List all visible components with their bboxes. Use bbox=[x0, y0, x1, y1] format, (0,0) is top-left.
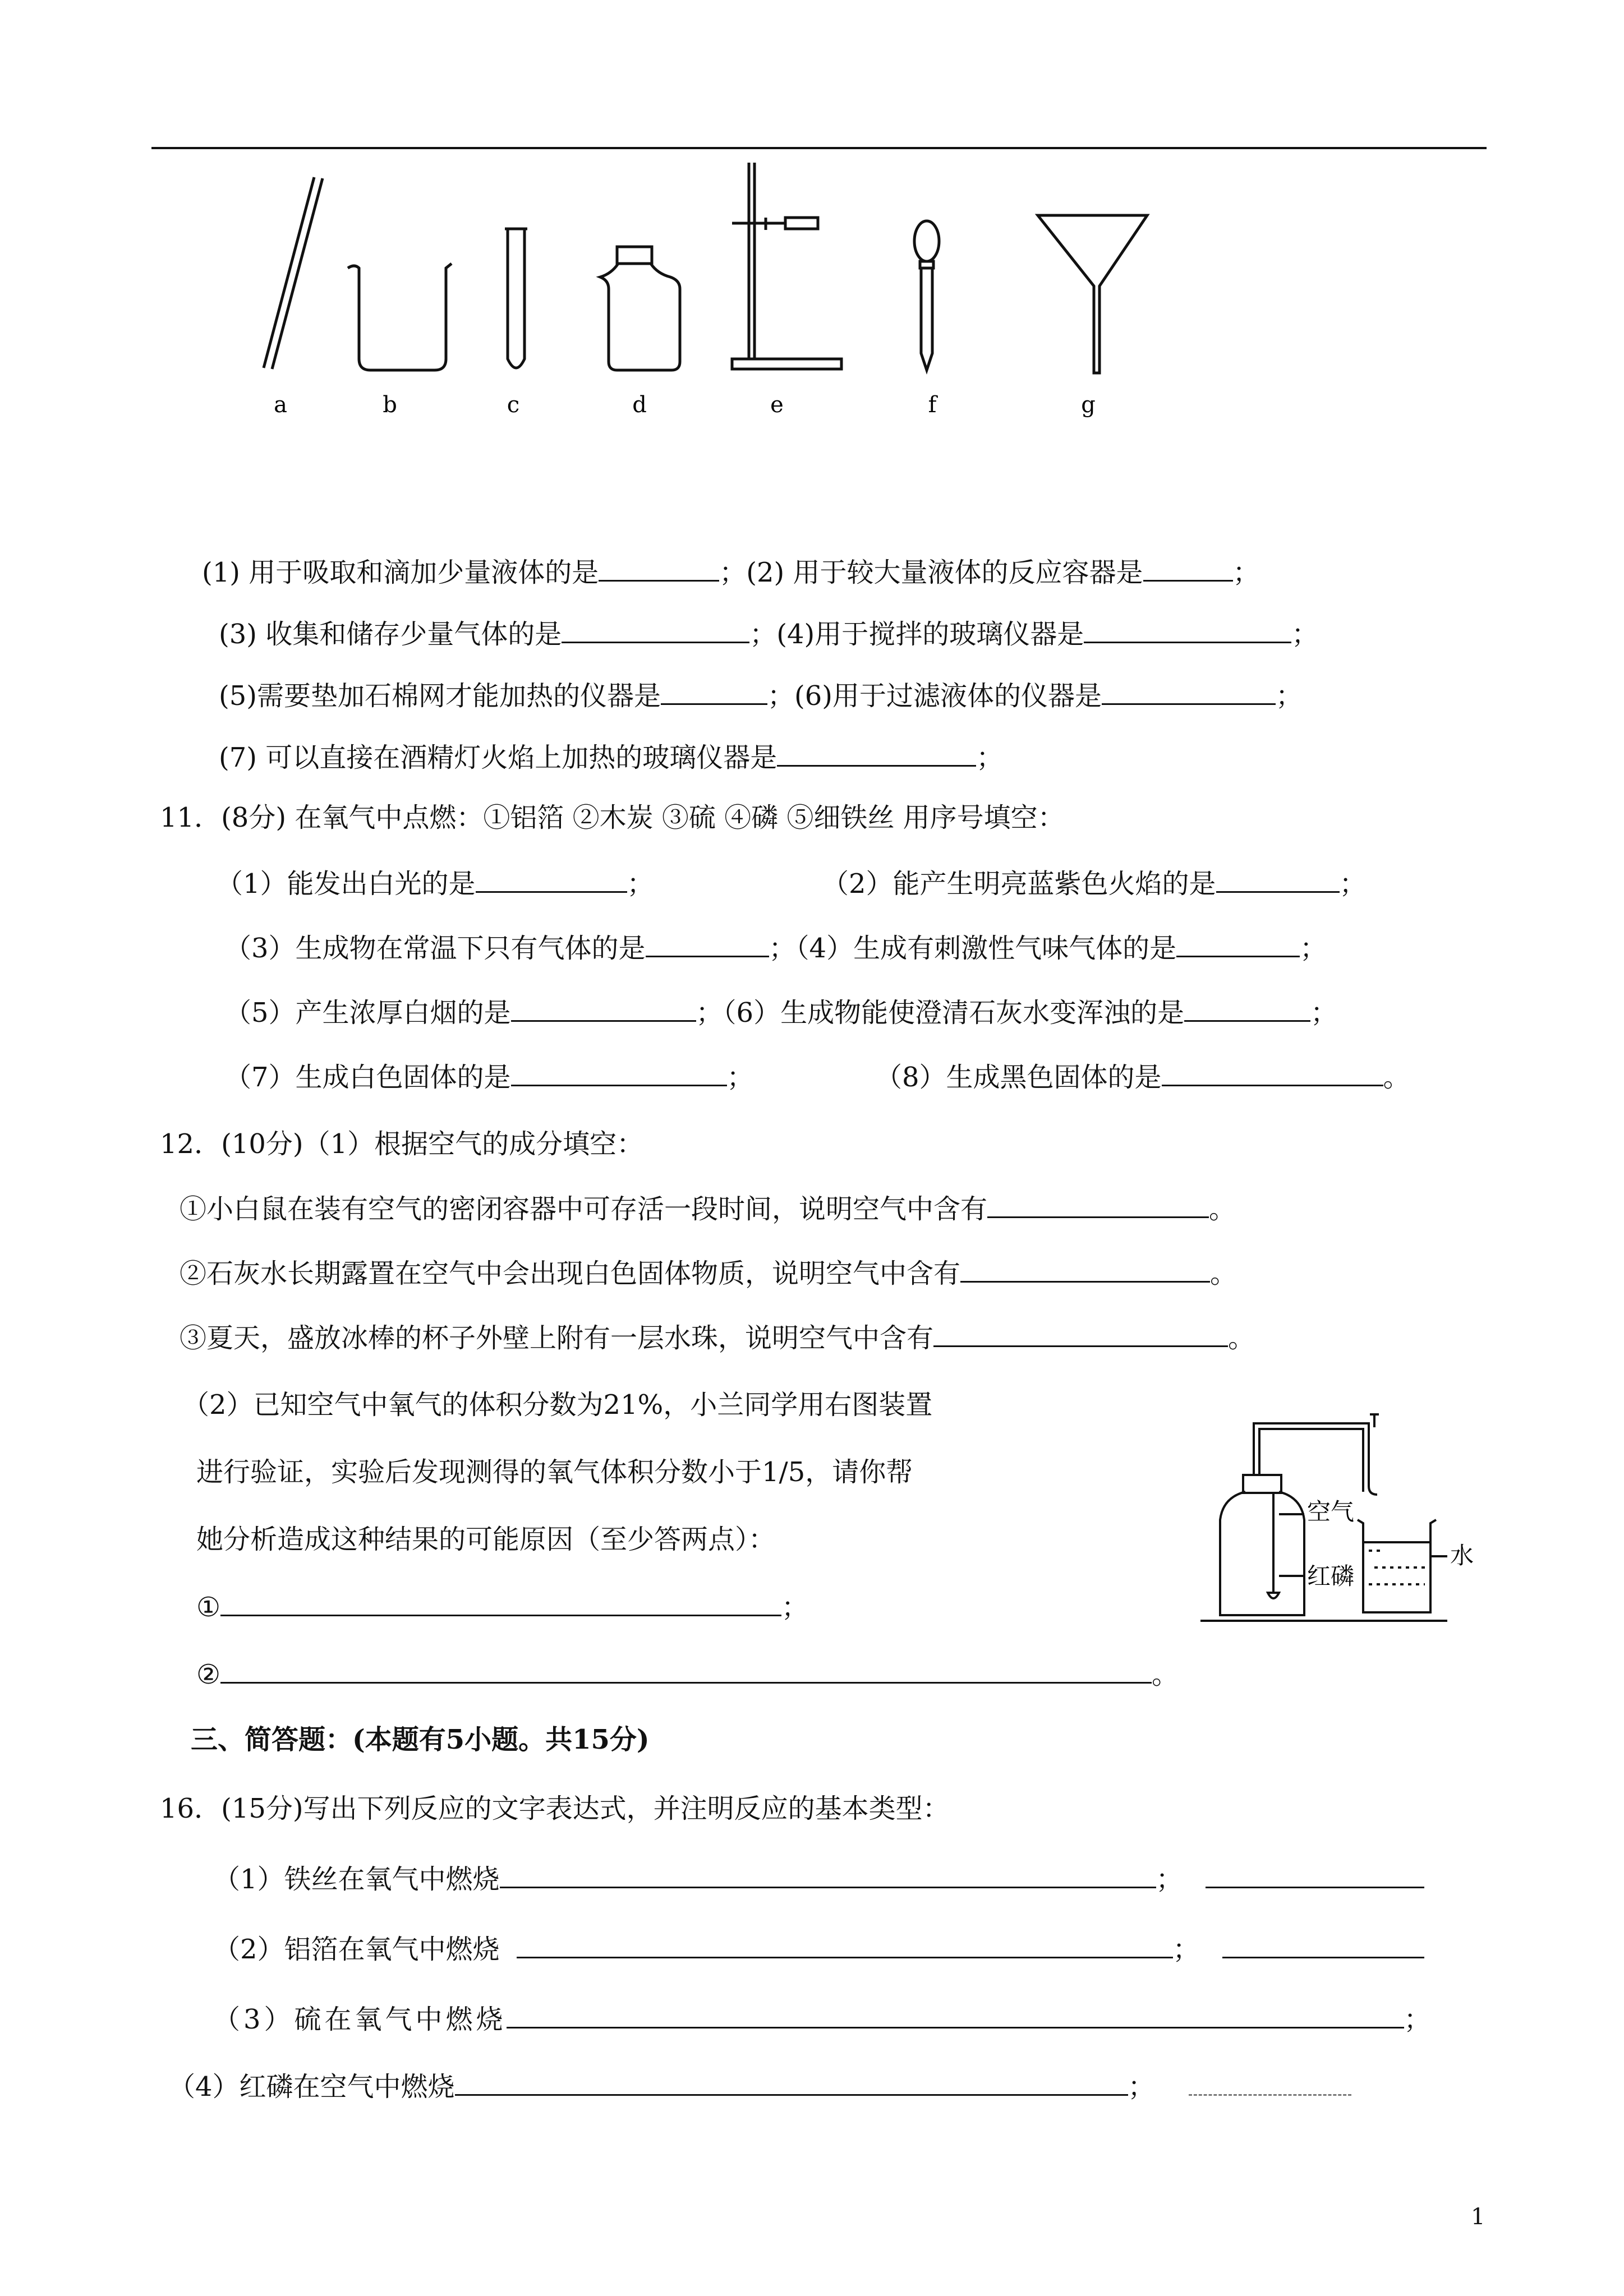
answer-blank[interactable] bbox=[1102, 679, 1276, 705]
q16-item-2-text: （2）铝箔在氧气中燃烧 bbox=[213, 1934, 500, 1965]
q16-item-2 bbox=[213, 1932, 1424, 1966]
answer-blank[interactable] bbox=[1143, 555, 1233, 582]
apparatus-figure bbox=[0, 0, 1624, 437]
oxygen-experiment-diagram bbox=[1189, 1408, 1503, 1632]
answer-blank[interactable] bbox=[933, 1321, 1228, 1347]
q12-sub-1-text: ①小白鼠在装有空气的密闭容器中可存活一段时间，说明空气中含有 bbox=[180, 1193, 988, 1225]
q10-item-6-text: ；(6)用于过滤液体的仪器是 bbox=[767, 680, 1102, 712]
q12-answer-1 bbox=[196, 1590, 808, 1624]
label-c: c bbox=[507, 392, 520, 418]
q12-sub-3 bbox=[180, 1321, 1255, 1355]
label-a: a bbox=[274, 392, 287, 418]
semicolon: ； bbox=[1291, 619, 1319, 650]
answer-blank[interactable] bbox=[960, 1256, 1210, 1283]
q10-item-7-text: (7) 可以直接在酒精灯火焰上加热的玻璃仪器是 bbox=[219, 742, 778, 773]
q11-heading: 11．(8分) 在氧气中点燃：①铝箔 ②木炭 ③硫 ④磷 ⑤细铁丝 用序号填空： bbox=[160, 802, 1065, 833]
semicolon: ； bbox=[1404, 2004, 1434, 2035]
semicolon: ； bbox=[976, 742, 1004, 773]
q12-sub-2-text: ②石灰水长期露置在空气中会出现白色固体物质，说明空气中含有 bbox=[180, 1258, 961, 1289]
q11-item-4-text: ；（4）生成有刺激性气味气体的是 bbox=[769, 933, 1177, 964]
answer-marker: ② bbox=[196, 1659, 221, 1690]
q12-part2-line-1: （2）已知空气中氧气的体积分数为21%，小兰同学用右图装置 bbox=[182, 1389, 933, 1421]
reaction-type-blank[interactable] bbox=[1206, 1862, 1424, 1888]
q11-line-4 bbox=[224, 1060, 754, 1094]
q10-item-5-text: (5)需要垫加石棉网才能加热的仪器是 bbox=[219, 680, 661, 712]
semicolon: ； bbox=[726, 1062, 754, 1093]
gas-bottle-icon bbox=[600, 247, 680, 370]
label-e: e bbox=[770, 392, 784, 418]
answer-blank[interactable] bbox=[220, 1657, 1152, 1684]
diagram-label-water: 水 bbox=[1450, 1542, 1474, 1569]
glass-rod-icon bbox=[264, 177, 323, 369]
semicolon: ； bbox=[1276, 680, 1303, 712]
answer-blank[interactable] bbox=[646, 931, 769, 957]
semicolon: ； bbox=[627, 868, 654, 900]
answer-blank[interactable] bbox=[220, 1590, 781, 1616]
answer-blank[interactable] bbox=[455, 2069, 1128, 2096]
q16-heading: 16．(15分)写出下列反应的文字表达式，并注明反应的基本类型： bbox=[160, 1793, 950, 1824]
q10-line-4 bbox=[219, 740, 1003, 774]
q11-line-1b bbox=[822, 866, 1367, 901]
q11-item-5-text: （5）产生浓厚白烟的是 bbox=[224, 997, 511, 1029]
iron-stand-icon bbox=[732, 163, 841, 369]
q12-answer-2 bbox=[196, 1657, 1179, 1691]
answer-blank[interactable] bbox=[507, 2002, 1404, 2028]
period: 。 bbox=[1383, 1062, 1410, 1093]
reaction-type-blank[interactable] bbox=[1189, 2069, 1351, 2096]
answer-blank[interactable] bbox=[517, 1932, 1173, 1958]
semicolon: ； bbox=[1128, 2071, 1155, 2103]
q16-item-1 bbox=[213, 1862, 1424, 1896]
answer-blank[interactable] bbox=[1176, 931, 1300, 957]
q16-item-3 bbox=[213, 2002, 1434, 2036]
semicolon: ； bbox=[1172, 1934, 1200, 1965]
label-f: f bbox=[928, 392, 937, 418]
q16-item-3-text: （3）硫在氧气中燃烧 bbox=[213, 2004, 507, 2035]
answer-blank[interactable] bbox=[661, 679, 767, 705]
answer-blank[interactable] bbox=[777, 740, 976, 767]
q12-sub-3-text: ③夏天，盛放冰棒的杯子外壁上附有一层水珠，说明空气中含有 bbox=[180, 1322, 934, 1354]
answer-blank[interactable] bbox=[599, 555, 719, 582]
q10-item-3-text: (3) 收集和储存少量气体的是 bbox=[219, 619, 562, 650]
answer-blank[interactable] bbox=[1084, 617, 1291, 643]
label-d: d bbox=[632, 392, 647, 418]
answer-blank[interactable] bbox=[476, 866, 627, 893]
period: 。 bbox=[1152, 1659, 1179, 1690]
dropper-icon bbox=[914, 221, 939, 370]
q11-line-1 bbox=[216, 866, 654, 901]
q11-item-8-text: （8）生成黑色固体的是 bbox=[875, 1062, 1162, 1093]
q12-sub-1 bbox=[180, 1192, 1236, 1226]
period: 。 bbox=[1209, 1193, 1236, 1225]
q11-line-3 bbox=[224, 995, 1337, 1030]
q11-item-6-text: ；（6）生成物能使澄清石灰水变浑浊的是 bbox=[696, 997, 1185, 1029]
q16-item-1-text: （1）铁丝在氧气中燃烧 bbox=[213, 1864, 500, 1895]
q11-item-3-text: （3）生成物在常温下只有气体的是 bbox=[224, 933, 646, 964]
label-b: b bbox=[383, 392, 397, 418]
answer-marker: ① bbox=[196, 1592, 221, 1623]
answer-blank[interactable] bbox=[511, 1060, 727, 1086]
answer-blank[interactable] bbox=[562, 617, 749, 643]
q11-line-4b bbox=[875, 1060, 1410, 1094]
q10-line-3 bbox=[219, 679, 1303, 713]
answer-blank[interactable] bbox=[511, 995, 696, 1022]
q16-item-4 bbox=[168, 2069, 1351, 2104]
q12-sub-2 bbox=[180, 1256, 1237, 1290]
q12-part2-line-3: 她分析造成这种结果的可能原因（至少答两点）： bbox=[196, 1524, 776, 1555]
semicolon: ； bbox=[1310, 997, 1338, 1029]
diagram-label-air: 空气 bbox=[1307, 1498, 1355, 1525]
q10-item-2-text: ；(2) 用于较大量液体的反应容器是 bbox=[719, 557, 1143, 588]
answer-blank[interactable] bbox=[1216, 866, 1340, 893]
q10-item-4-text: ；(4)用于搅拌的玻璃仪器是 bbox=[749, 619, 1084, 650]
diagram-label-phosphorus: 红磷 bbox=[1307, 1562, 1355, 1590]
answer-blank[interactable] bbox=[500, 1862, 1156, 1888]
section-3-title: 三、简答题：(本题有5小题。共15分) bbox=[191, 1724, 650, 1755]
semicolon: ； bbox=[1156, 1864, 1183, 1895]
funnel-icon bbox=[1038, 215, 1147, 373]
q10-line-2 bbox=[219, 617, 1318, 651]
semicolon: ； bbox=[1300, 933, 1327, 964]
beaker-icon bbox=[348, 264, 452, 370]
test-tube-icon bbox=[505, 229, 527, 368]
period: 。 bbox=[1210, 1258, 1237, 1289]
q11-item-7-text: （7）生成白色固体的是 bbox=[224, 1062, 511, 1093]
semicolon: ； bbox=[781, 1592, 809, 1623]
page-number: 1 bbox=[1471, 2204, 1485, 2230]
q10-line-1 bbox=[202, 555, 1260, 589]
reaction-type-blank[interactable] bbox=[1222, 1932, 1424, 1958]
q12-part2-line-2: 进行验证，实验后发现测得的氧气体积分数小于1/5，请你帮 bbox=[196, 1456, 913, 1488]
answer-blank[interactable] bbox=[987, 1192, 1209, 1218]
period: 。 bbox=[1228, 1322, 1255, 1354]
label-g: g bbox=[1081, 392, 1096, 418]
q16-item-4-text: （4）红磷在空气中燃烧 bbox=[168, 2071, 455, 2103]
semicolon: ； bbox=[1232, 557, 1260, 588]
answer-blank[interactable] bbox=[1162, 1060, 1383, 1086]
q11-line-2 bbox=[224, 931, 1327, 965]
q11-item-1-text: （1）能发出白光的是 bbox=[216, 868, 476, 900]
q10-item-1-text: (1) 用于吸取和滴加少量液体的是 bbox=[202, 557, 599, 588]
q11-item-2-text: （2）能产生明亮蓝紫色火焰的是 bbox=[822, 868, 1216, 900]
q12-heading: 12．(10分)（1）根据空气的成分填空： bbox=[160, 1128, 644, 1160]
semicolon: ； bbox=[1339, 868, 1367, 900]
answer-blank[interactable] bbox=[1184, 995, 1310, 1022]
